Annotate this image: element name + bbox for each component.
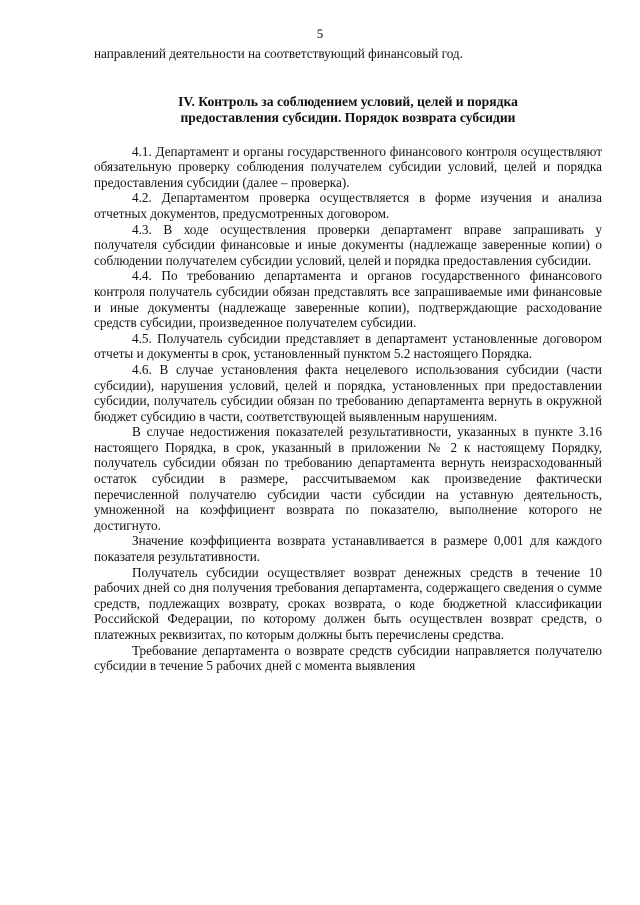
paragraph-4-3: 4.3. В ходе осуществления проверки департамент вправе запрашивать у получателя субсидии финансовые и иные документы (надлежаще заверенные копии) о соблюдении получателем субсидии условий, целей и порядка предоставления субсидии. [94, 221, 602, 268]
paragraph-4-5: 4.5. Получатель субсидии представляет в департамент установленные договором отчеты и документы в срок, установленный пунктом 5.2 настоящего Порядка. [94, 330, 602, 362]
paragraph-refund-request: Требование департамента о возврате средств субсидии направляется получателю субсидии в течение 5 рабочих дней с момента выявления [94, 642, 602, 674]
section-title-line-1: IV. Контроль за соблюдением условий, целей и порядка [178, 93, 518, 109]
section-title-line-2: предоставления субсидии. Порядок возврата субсидии [180, 109, 516, 125]
paragraph-indicators-refund: В случае недостижения показателей результативности, указанных в пункте 3.16 настоящего Порядка, в срок, указанный в приложении № 2 к настоящему Порядку, получатель субсидии обязан по требованию департамента вернуть неизрасходованный остаток субсидии в размере, рассчитываемом как произведение фактически перечисленной получателю субсидии части субсидии на уставную деятельность, умноженной на коэффициент возврата по показателю, выполнение которого не достигнуто. [94, 424, 602, 533]
section-heading [94, 94, 602, 126]
document-body [94, 46, 602, 674]
page-number: 5 [316, 26, 324, 41]
paragraph-refund-term: Получатель субсидии осуществляет возврат денежных средств в течение 10 рабочих дней со дня получения требования департамента, содержащего сведения о сумме средств, подлежащих возврату, сроках возврата, о коде бюджетной классификации Российской Федерации, по которому должен быть осуществлен возврат средств, о платежных реквизитах, по которым должны быть перечислены средства. [94, 564, 602, 642]
paragraph-4-4: 4.4. По требованию департамента и органов государственного финансового контроля получатель субсидии обязан представлять все запрашиваемые ими финансовые и иные документы (надлежаще заверенные копии), подтверждающие расходование средств субсидии, произведенное получателем субсидии. [94, 268, 602, 331]
continuation-paragraph: направлений деятельности на соответствующий финансовый год. [94, 46, 463, 61]
paragraph-4-2: 4.2. Департаментом проверка осуществляется в форме изучения и анализа отчетных документов, предусмотренных договором. [94, 190, 602, 221]
paragraph-4-1: 4.1. Департамент и органы государственного финансового контроля осуществляют обязательную проверку соблюдения получателем субсидии условий, целей и порядка предоставления субсидии (далее – проверка). [94, 143, 602, 190]
paragraph-4-6: 4.6. В случае установления факта нецелевого использования субсидии (части субсидии), нарушения условий, целей и порядка, установленных при предоставлении субсидии, получатель субсидии обязан по требованию департамента вернуть в окружной бюджет субсидию в части, соответствующей выявленным нарушениям. [94, 361, 602, 424]
paragraph-coefficient: Значение коэффициента возврата устанавливается в размере 0,001 для каждого показателя результативности. [94, 533, 602, 565]
